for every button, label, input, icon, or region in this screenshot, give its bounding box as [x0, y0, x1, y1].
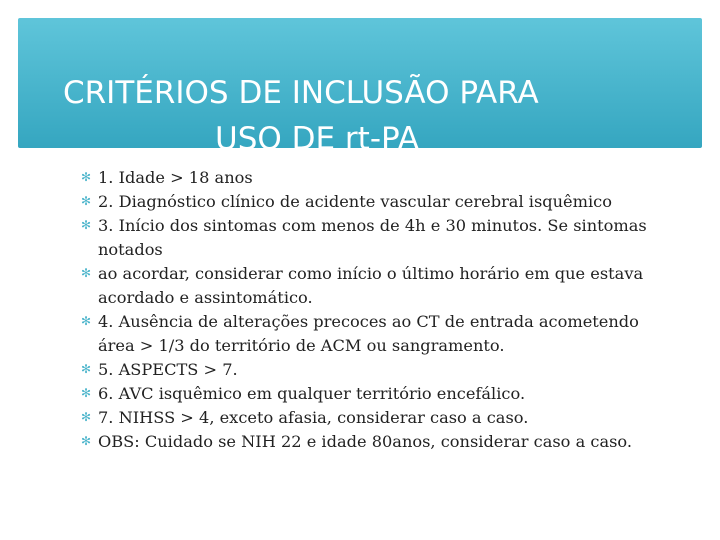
list-item: [80, 430, 680, 454]
list-item-text: 1. Idade > 18 anos: [98, 168, 253, 187]
list-item-text: 5. ASPECTS > 7.: [98, 360, 238, 379]
list-item: [80, 166, 680, 190]
asterisk-bullet-icon: ✻: [80, 218, 92, 232]
list-item: [80, 406, 680, 430]
list-item: [80, 358, 680, 382]
list-item-text: 6. AVC isquêmico em qualquer território encefálico.: [98, 384, 526, 403]
asterisk-bullet-icon: ✻: [80, 386, 92, 400]
list-item: [80, 382, 680, 406]
list-item: [80, 262, 680, 310]
list-item-text: OBS: Cuidado se NIH 22 e idade 80anos, considerar caso a caso.: [98, 432, 633, 451]
list-item-text: ao acordar, considerar como início o último horário em que estava acordado e assintomático.: [98, 264, 644, 307]
asterisk-bullet-icon: ✻: [80, 314, 92, 328]
title-banner: [18, 18, 702, 157]
slide-title-line-2: USO DE rt-PA: [215, 121, 419, 157]
asterisk-bullet-icon: ✻: [80, 362, 92, 376]
list-item-text: 4. Ausência de alterações precoces ao CT de entrada acometendo área > 1/3 do território de ACM ou sangramento.: [98, 312, 639, 355]
slide-title: [18, 70, 678, 162]
list-item: [80, 190, 680, 214]
asterisk-bullet-icon: ✻: [80, 410, 92, 424]
slide-title-line-1: CRITÉRIOS DE INCLUSÃO PARA: [63, 75, 539, 111]
list-item: [80, 214, 680, 262]
list-item-text: 2. Diagnóstico clínico de acidente vascular cerebral isquêmico: [98, 192, 612, 211]
asterisk-bullet-icon: ✻: [80, 194, 92, 208]
asterisk-bullet-icon: ✻: [80, 434, 92, 448]
list-item-text: 3. Início dos sintomas com menos de 4h e 30 minutos. Se sintomas notados: [98, 216, 647, 259]
asterisk-bullet-icon: ✻: [80, 170, 92, 184]
list-item-text: 7. NIHSS > 4, exceto afasia, considerar caso a caso.: [98, 408, 529, 427]
list-item: [80, 310, 680, 358]
asterisk-bullet-icon: ✻: [80, 266, 92, 280]
criteria-list: [80, 166, 680, 454]
